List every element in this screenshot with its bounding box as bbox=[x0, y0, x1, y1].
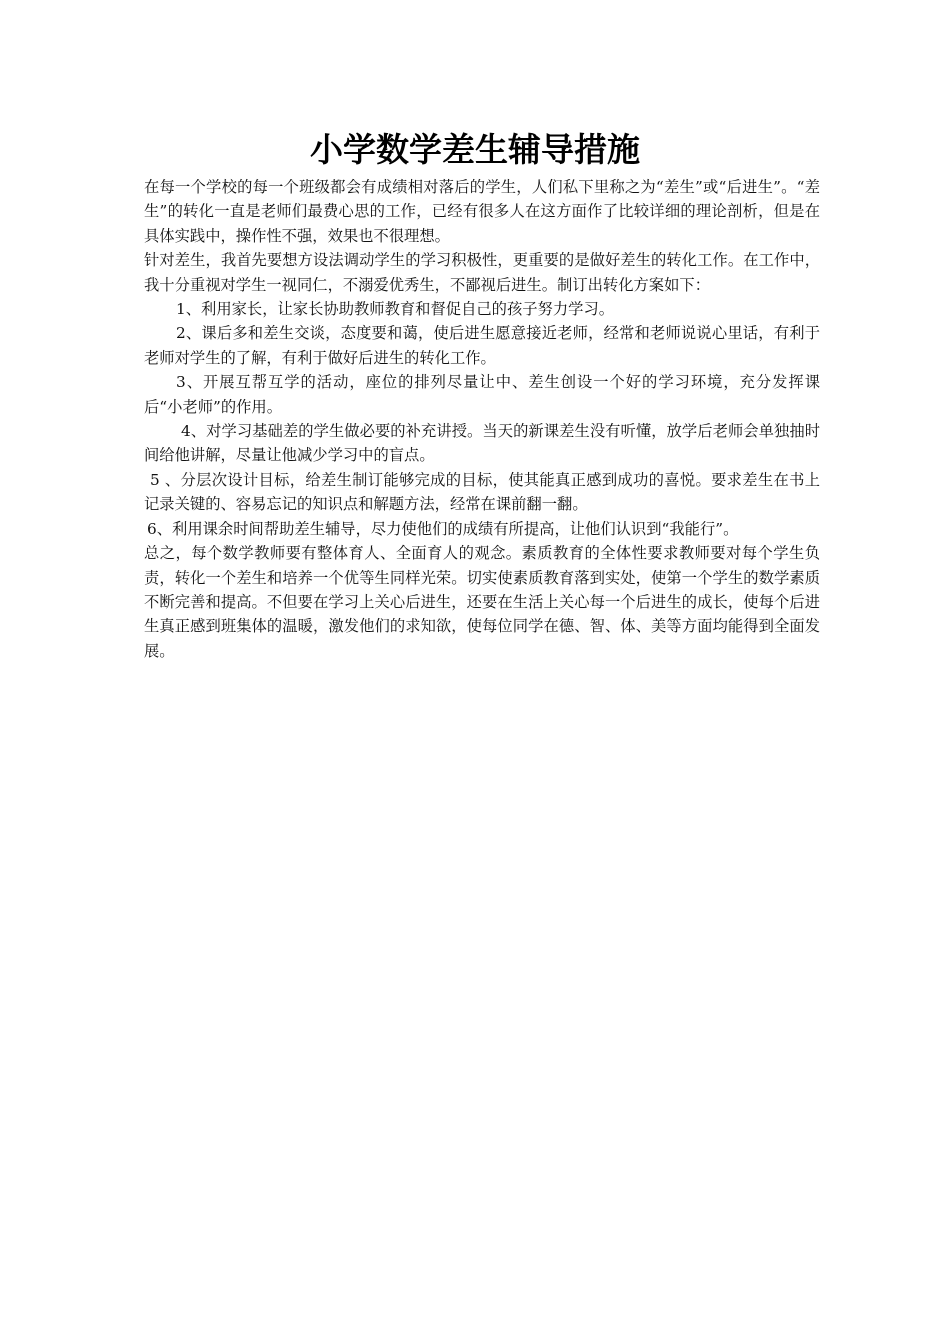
paragraph-measure-6: 6、利用课余时间帮助差生辅导，尽力使他们的成绩有所提高，让他们认识到“我能行”。 bbox=[147, 519, 739, 538]
paragraph-measure-1: 1、利用家长，让家长协助教师教育和督促自己的孩子努力学习。 bbox=[176, 300, 615, 319]
document-title: 小学数学差生辅导措施 bbox=[310, 130, 640, 169]
document-body bbox=[144, 175, 820, 663]
paragraph-measure-2: 2、课后多和差生交谈，态度要和蔼，使后进生愿意接近老师，经常和老师说说心里话，有利于老师对学生的了解，有利于做好后进生的转化工作。 bbox=[144, 324, 820, 367]
paragraph-approach: 针对差生，我首先要想方设法调动学生的学习积极性，更重要的是做好差生的转化工作。在工作中，我十分重视对学生一视同仁，不溺爱优秀生，不鄙视后进生。制订出转化方案如下： bbox=[144, 251, 820, 294]
paragraph-measure-5: 5 、分层次设计目标，给差生制订能够完成的目标，使其能真正感到成功的喜悦。要求差生在书上记录关键的、容易忘记的知识点和解题方法，经常在课前翻一翻。 bbox=[144, 470, 820, 514]
paragraph-measure-4: 4、对学习基础差的学生做必要的补充讲授。当天的新课差生没有听懂，放学后老师会单独抽时间给他讲解，尽量让他减少学习中的盲点。 bbox=[144, 422, 820, 465]
paragraph-measure-3: 3、开展互帮互学的活动，座位的排列尽量让中、差生创设一个好的学习环境，充分发挥课后“小老师”的作用。 bbox=[144, 373, 820, 416]
paragraph-intro: 在每一个学校的每一个班级都会有成绩相对落后的学生，人们私下里称之为“差生”或“后进生”。“差生”的转化一直是老师们最费心思的工作，已经有很多人在这方面作了比较详细的理论剖析，但是在具体实践中，操作性不强，效果也不很理想。 bbox=[144, 178, 820, 245]
paragraph-conclusion: 总之，每个数学教师要有整体育人、全面育人的观念。素质教育的全体性要求教师要对每个学生负责，转化一个差生和培养一个优等生同样光荣。切实使素质教育落到实处，使第一个学生的数学素质不断完善和提高。不但要在学习上关心后进生，还要在生活上关心每一个后进生的成长，使每个后进生真正感到班集体的温暖，激发他们的求知欲，使每位同学在德、智、体、美等方面均能得到全面发展。 bbox=[144, 544, 820, 660]
